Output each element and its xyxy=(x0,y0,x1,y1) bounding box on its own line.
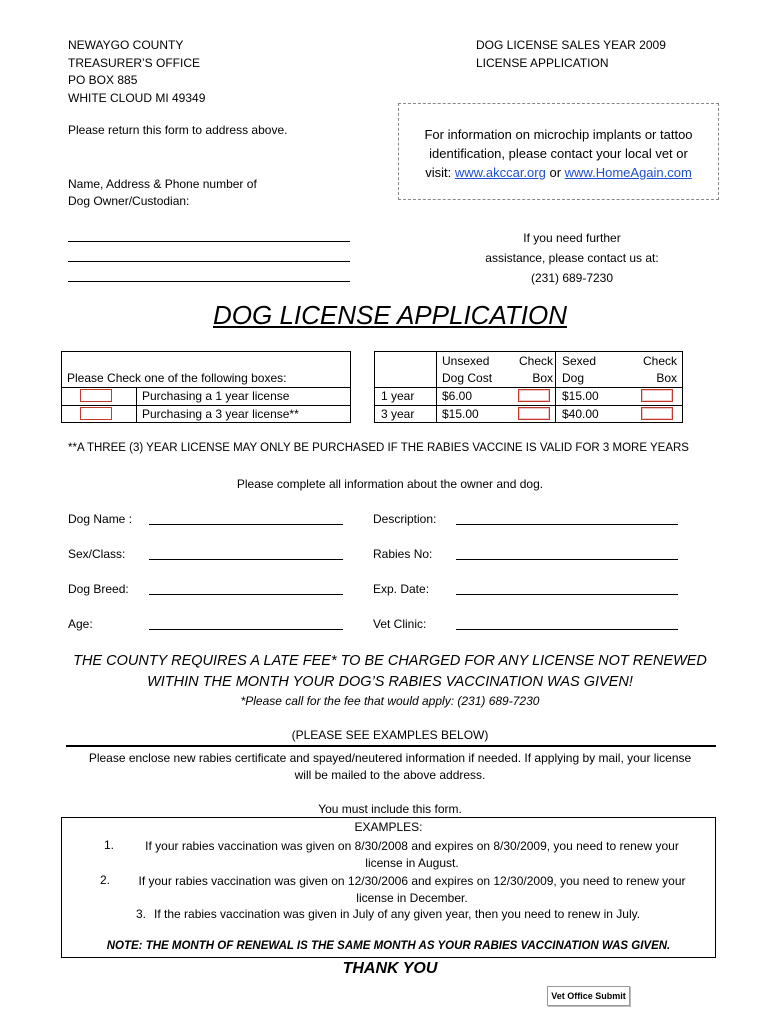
owner-line-1[interactable] xyxy=(68,241,350,242)
sexed-3-year-checkbox[interactable] xyxy=(641,407,673,420)
application-label: LICENSE APPLICATION xyxy=(476,55,609,70)
microchip-line-3 xyxy=(399,163,718,182)
example-1-number: 1. xyxy=(104,838,115,852)
check-header-1-line-2: Box xyxy=(532,371,553,385)
owner-label-line-2: Dog Owner/Custodian: xyxy=(68,194,190,208)
unsexed-price-3-year: $15.00 xyxy=(442,407,479,421)
akccar-link[interactable]: www.akccar.org xyxy=(454,165,546,180)
unsexed-1-year-checkbox[interactable] xyxy=(518,389,550,402)
owner-line-3[interactable] xyxy=(68,281,350,282)
options-divider-2 xyxy=(62,405,350,406)
example-2-number: 2. xyxy=(100,873,111,887)
sexed-price-1-year: $15.00 xyxy=(562,389,599,403)
late-fee-call-note: *Please call for the fee that would apply: (231) 689-7230 xyxy=(240,694,540,708)
three-year-checkbox[interactable] xyxy=(80,407,112,420)
vet-office-submit-button[interactable]: Vet Office Submit xyxy=(547,986,630,1006)
sexed-price-3-year: $40.00 xyxy=(562,407,599,421)
assistance-line-1: If you need further xyxy=(523,231,621,245)
assistance-block xyxy=(462,228,682,288)
dog-name-label: Dog Name : xyxy=(68,512,133,526)
dog-name-field[interactable] xyxy=(149,524,343,525)
enclose-line-1: Please enclose new rabies certificate and spayed/neutered information if needed. If applying by mail, your license xyxy=(88,751,692,765)
late-fee-warning xyxy=(0,651,770,693)
unsexed-header xyxy=(442,353,492,387)
po-box: PO BOX 885 xyxy=(68,73,138,87)
complete-info-note: Please complete all information about the owner and dog. xyxy=(236,477,544,491)
description-field[interactable] xyxy=(456,524,678,525)
sales-year: DOG LICENSE SALES YEAR 2009 xyxy=(476,38,666,52)
thank-you: THANK YOU xyxy=(342,960,438,977)
sexed-header-line-1: Sexed xyxy=(562,354,597,368)
price-row-divider-1 xyxy=(375,387,682,388)
description-label: Description: xyxy=(373,512,437,526)
unsexed-price-1-year: $6.00 xyxy=(442,389,473,403)
vet-clinic-field[interactable] xyxy=(456,629,678,630)
late-fee-line-2: WITHIN THE MONTH YOUR DOG’S RABIES VACCINATION WAS GIVEN! xyxy=(147,674,633,690)
example-2-line-1: If your rabies vaccination was given on 12/30/2006 and expires on 12/30/2009, you need to renew your xyxy=(138,874,686,888)
office-name: TREASURER’S OFFICE xyxy=(68,55,201,70)
owner-label-line-1: Name, Address & Phone number of xyxy=(68,177,257,191)
dog-breed-field[interactable] xyxy=(149,594,343,595)
example-2-line-2: license in December. xyxy=(356,891,468,905)
price-table xyxy=(374,351,683,423)
options-divider-1 xyxy=(62,387,350,388)
owner-line-2[interactable] xyxy=(68,261,350,262)
example-1 xyxy=(122,838,702,872)
enclose-instructions xyxy=(50,750,730,784)
check-header-1-line-1: Check xyxy=(518,354,553,368)
page-title: DOG LICENSE APPLICATION xyxy=(213,300,567,330)
example-1-line-1: If your rabies vaccination was given on 8/30/2008 and expires on 8/30/2009, you need to renew your xyxy=(145,839,679,853)
age-label: Age: xyxy=(68,617,93,631)
enclose-line-2: will be mailed to the above address. xyxy=(294,768,486,782)
sexed-header xyxy=(562,353,596,387)
age-field[interactable] xyxy=(149,629,343,630)
rabies-no-field[interactable] xyxy=(456,559,678,560)
example-2 xyxy=(112,873,712,907)
or-label: or xyxy=(545,165,565,180)
unsexed-header-line-1: Unsexed xyxy=(442,354,490,368)
rabies-validity-note: **A THREE (3) YEAR LICENSE MAY ONLY BE PURCHASED IF THE RABIES VACCINE IS VALID FOR 3 MORE YEARS xyxy=(68,442,689,454)
exp-date-label: Exp. Date: xyxy=(373,582,430,596)
city-line: WHITE CLOUD MI 49349 xyxy=(68,90,206,105)
sexed-header-line-2: Dog xyxy=(562,371,585,385)
options-instruction: Please Check one of the following boxes: xyxy=(67,371,287,385)
one-year-checkbox[interactable] xyxy=(80,389,112,402)
check-box-header-1 xyxy=(515,353,553,387)
sex-class-field[interactable] xyxy=(149,559,343,560)
term-3-year: 3 year xyxy=(381,407,415,421)
owner-label xyxy=(68,176,257,210)
rabies-no-label: Rabies No: xyxy=(373,547,433,561)
price-row-divider-2 xyxy=(375,405,682,406)
check-header-2-line-2: Box xyxy=(656,371,677,385)
section-divider xyxy=(66,745,716,747)
microchip-line-2: identification, please contact your local vet or xyxy=(429,146,688,161)
renewal-month-note: NOTE: THE MONTH OF RENEWAL IS THE SAME MONTH AS YOUR RABIES VACCINATION WAS GIVEN. xyxy=(106,940,671,952)
term-1-year: 1 year xyxy=(381,389,415,403)
license-term-options xyxy=(61,351,351,423)
exp-date-field[interactable] xyxy=(456,594,678,595)
check-box-header-2 xyxy=(635,353,677,387)
county-name: NEWAYGO COUNTY xyxy=(68,38,184,52)
must-include-note: You must include this form. xyxy=(318,802,462,816)
see-examples-note: (PLEASE SEE EXAMPLES BELOW) xyxy=(291,728,489,742)
assistance-phone: (231) 689-7230 xyxy=(530,271,614,285)
unsexed-header-line-2: Dog Cost xyxy=(442,371,493,385)
example-3-line-1: If the rabies vaccination was given in July of any given year, then you need to renew in July. xyxy=(154,907,641,921)
sexed-1-year-checkbox[interactable] xyxy=(641,389,673,402)
homeagain-link[interactable]: www.HomeAgain.com xyxy=(564,165,692,180)
examples-heading: EXAMPLES: xyxy=(354,820,423,834)
one-year-option-label: Purchasing a 1 year license xyxy=(142,389,290,403)
county-address xyxy=(68,37,205,107)
dog-breed-label: Dog Breed: xyxy=(68,582,129,596)
vet-clinic-label: Vet Clinic: xyxy=(373,617,427,631)
example-3-number: 3. xyxy=(136,907,147,921)
options-column-divider xyxy=(136,387,137,422)
assistance-line-2: assistance, please contact us at: xyxy=(485,251,659,265)
example-1-line-2: license in August. xyxy=(365,856,459,870)
examples-box xyxy=(61,817,716,958)
microchip-info-box xyxy=(398,103,719,200)
check-header-2-line-1: Check xyxy=(642,354,677,368)
return-instruction: Please return this form to address above. xyxy=(68,123,288,137)
unsexed-3-year-checkbox[interactable] xyxy=(518,407,550,420)
sales-year-block xyxy=(476,37,666,72)
microchip-line-1: For information on microchip implants or tattoo xyxy=(424,127,693,142)
visit-label: visit: xyxy=(425,165,455,180)
sex-class-label: Sex/Class: xyxy=(68,547,126,561)
late-fee-line-1: THE COUNTY REQUIRES A LATE FEE* TO BE CHARGED FOR ANY LICENSE NOT RENEWED xyxy=(73,653,707,669)
three-year-option-label: Purchasing a 3 year license** xyxy=(142,407,299,421)
